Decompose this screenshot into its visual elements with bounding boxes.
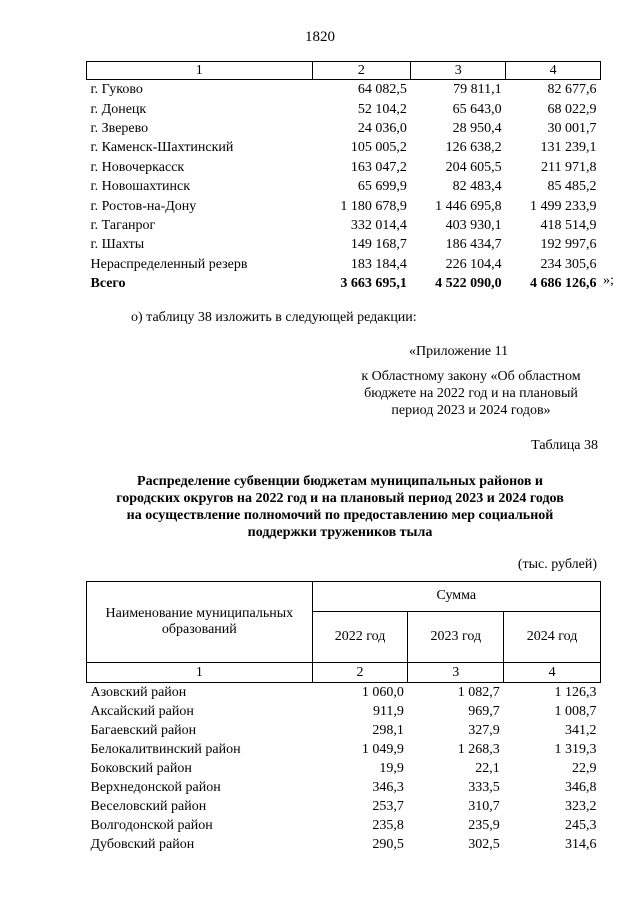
column-number: 4 (504, 663, 601, 683)
table-row (87, 255, 601, 274)
value-2022: 163 047,2 (350, 159, 407, 175)
table-row (87, 721, 601, 740)
row-name: Волгодонской район (90, 818, 213, 834)
value-2022: 253,7 (372, 799, 404, 815)
value-2022: 290,5 (372, 837, 404, 853)
value-2022: 911,9 (372, 703, 404, 719)
row-name: г. Новошахтинск (90, 179, 191, 195)
value-2024: 245,3 (565, 818, 597, 834)
table-row (87, 235, 601, 254)
table-row (87, 177, 601, 196)
value-2024: 30 001,7 (547, 120, 597, 136)
column-number-row (87, 663, 601, 683)
table-38 (86, 581, 601, 855)
value-2024: 323,2 (565, 799, 597, 815)
table-row (87, 817, 601, 836)
value-2024: 82 677,6 (547, 82, 597, 98)
row-name: Нераспределенный резерв (90, 256, 248, 272)
table-heading (80, 473, 600, 541)
value-2023: 226 104,4 (445, 256, 502, 272)
value-2023: 1 082,7 (457, 684, 500, 700)
value-2024: 314,6 (565, 837, 597, 853)
row-name: г. Гуково (90, 82, 143, 98)
value-2024: 1 008,7 (554, 703, 597, 719)
row-name: Белокалитвинский район (90, 741, 241, 757)
table-row (87, 740, 601, 759)
appendix-line: период 2023 и 2024 годов» (391, 403, 551, 418)
value-2023: 28 950,4 (452, 120, 502, 136)
value-2022: 346,3 (372, 780, 404, 796)
row-name: Аксайский район (90, 703, 194, 719)
value-2023: 204 605,5 (445, 159, 502, 175)
value-2023: 65 643,0 (452, 101, 502, 117)
value-2023: 22,1 (475, 760, 500, 776)
value-2024: 418 514,9 (540, 217, 597, 233)
value-2022: 19,9 (379, 760, 404, 776)
total-2023: 4 522 090,0 (435, 276, 502, 292)
year-header: 2023 год (408, 611, 504, 662)
column-number: 3 (408, 663, 504, 683)
row-name: Азовский район (90, 684, 187, 700)
value-2024: 211 971,8 (541, 159, 597, 175)
heading-line: поддержки тружеников тыла (247, 525, 433, 540)
value-2022: 1 060,0 (361, 684, 404, 700)
table-row (87, 778, 601, 797)
table-row (87, 702, 601, 721)
value-2022: 24 036,0 (357, 120, 407, 136)
value-2023: 1 268,3 (457, 741, 500, 757)
value-2022: 52 104,2 (357, 101, 407, 117)
table-row (87, 158, 601, 177)
table-row (87, 99, 601, 118)
name-column-header: Наименование муниципальных образований (87, 582, 313, 663)
value-2022: 298,1 (372, 722, 404, 738)
column-number: 1 (87, 62, 313, 80)
heading-line: на осуществление полномочий по предоставлению мер социальной (126, 508, 554, 523)
row-name: г. Зверево (90, 120, 149, 136)
value-2022: 332 014,4 (350, 217, 407, 233)
total-label: Всего (90, 276, 126, 292)
table-row (87, 836, 601, 855)
value-2022: 65 699,9 (357, 179, 407, 195)
value-2022: 1 180 678,9 (340, 198, 407, 214)
value-2023: 235,9 (468, 818, 500, 834)
table-row (87, 80, 601, 100)
closing-quote: »; (603, 273, 614, 288)
value-2024: 192 997,6 (540, 237, 597, 253)
value-2022: 235,8 (372, 818, 404, 834)
column-number: 2 (312, 663, 408, 683)
value-2023: 403 930,1 (445, 217, 502, 233)
value-2024: 131 239,1 (540, 140, 597, 156)
table-row (87, 683, 601, 703)
value-2024: 341,2 (565, 722, 597, 738)
value-2023: 302,5 (468, 837, 500, 853)
value-2022: 105 005,2 (350, 140, 407, 156)
total-2024: 4 686 126,6 (530, 276, 597, 292)
value-2024: 1 126,3 (554, 684, 597, 700)
column-number: 2 (312, 62, 411, 80)
row-name: г. Каменск-Шахтинский (90, 140, 234, 156)
row-name: Верхнедонской район (90, 780, 221, 796)
year-header: 2022 год (312, 611, 408, 662)
table-row (87, 196, 601, 215)
sum-column-header: Сумма (312, 582, 600, 612)
value-2024: 68 022,9 (547, 101, 597, 117)
value-2024: 1 499 233,9 (530, 198, 597, 214)
table-row (87, 798, 601, 817)
instruction-text: о) таблицу 38 изложить в следующей редакции: (131, 310, 417, 325)
row-name: г. Шахты (90, 237, 145, 253)
page-number: 1820 (305, 29, 335, 45)
column-number: 3 (411, 62, 506, 80)
value-2024: 1 319,3 (554, 741, 597, 757)
table-row (87, 216, 601, 235)
table-row (87, 759, 601, 778)
row-name: г. Ростов-на-Дону (90, 198, 197, 214)
units-label: (тыс. рублей) (517, 557, 597, 572)
column-number: 4 (506, 62, 601, 80)
value-2023: 1 446 695,8 (435, 198, 502, 214)
value-2023: 327,9 (468, 722, 500, 738)
total-row (87, 274, 601, 293)
previous-table (86, 61, 601, 293)
row-name: Дубовский район (90, 837, 195, 853)
value-2022: 1 049,9 (361, 741, 404, 757)
value-2022: 149 168,7 (350, 237, 407, 253)
column-number-row (87, 62, 601, 80)
value-2023: 126 638,2 (445, 140, 502, 156)
table-label: Таблица 38 (531, 438, 598, 453)
value-2022: 64 082,5 (357, 82, 407, 98)
value-2024: 22,9 (572, 760, 597, 776)
value-2022: 183 184,4 (350, 256, 407, 272)
row-name: Боковский район (90, 760, 192, 776)
row-name: г. Таганрог (90, 217, 156, 233)
value-2023: 79 811,1 (453, 82, 502, 98)
total-2022: 3 663 695,1 (340, 276, 407, 292)
row-name: Веселовский район (90, 799, 207, 815)
appendix-line: к Областному закону «Об областном (361, 369, 581, 384)
table-row (87, 138, 601, 157)
value-2024: 85 485,2 (547, 179, 597, 195)
value-2023: 969,7 (468, 703, 500, 719)
heading-line: городских округов на 2022 год и на плановый период 2023 и 2024 годов (116, 491, 564, 506)
appendix-reference (340, 368, 602, 419)
value-2023: 333,5 (468, 780, 500, 796)
value-2024: 234 305,6 (540, 256, 597, 272)
heading-line: Распределение субвенции бюджетам муниципальных районов и (137, 474, 543, 489)
value-2023: 186 434,7 (445, 237, 502, 253)
table-row (87, 119, 601, 138)
appendix-title: «Приложение 11 (409, 344, 509, 359)
row-name: г. Новочеркасск (90, 159, 185, 175)
value-2024: 346,8 (565, 780, 597, 796)
appendix-line: бюджете на 2022 год и на плановый (364, 386, 578, 401)
row-name: Багаевский район (90, 722, 197, 738)
value-2023: 82 483,4 (452, 179, 502, 195)
year-header: 2024 год (504, 611, 601, 662)
row-name: г. Донецк (90, 101, 147, 117)
column-number: 1 (87, 663, 313, 683)
value-2023: 310,7 (468, 799, 500, 815)
